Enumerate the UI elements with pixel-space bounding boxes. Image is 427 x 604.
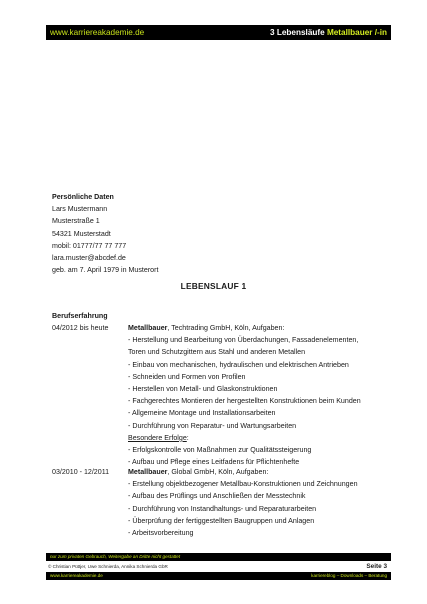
- document-heading: LEBENSLAUF 1: [180, 281, 247, 291]
- personal-email[interactable]: lara.muster@abcdef.de: [52, 254, 126, 263]
- personal-mobile: mobil: 01777/77 77 777: [52, 241, 127, 250]
- task-line: - Einbau von mechanischen, hydraulischen und elektrischen Antrieben: [128, 360, 349, 369]
- entry-date: 04/2012 bis heute: [52, 324, 109, 332]
- success-line: - Aufbau und Pflege eines Leitfadens für Pflichtenhefte: [128, 458, 300, 467]
- task-line: Toren und Schutzgittern aus Stahl und anderen Metallen: [128, 348, 306, 357]
- entry-company: , Global GmbH, Köln, Aufgaben:: [167, 468, 269, 476]
- task-line: - Herstellen von Metall- und Glaskonstruktionen: [128, 385, 278, 394]
- success-line: - Erfolgskontrolle von Maßnahmen zur Qualitätssteigerung: [128, 446, 312, 455]
- success-label: Besondere Erfolge: [128, 433, 187, 442]
- footer-site-link[interactable]: www.karriereakademie.de: [50, 573, 103, 578]
- task-line: - Aufbau des Prüflings und Anschließen der Messtechnik: [128, 492, 306, 501]
- footer-page-number: Seite 3: [366, 563, 387, 570]
- personal-data-title: Persönliche Daten: [52, 193, 114, 201]
- task-line: - Allgemeine Montage und Installationsarbeiten: [128, 409, 276, 418]
- header-title-prefix: 3 Lebensläufe: [270, 28, 327, 37]
- task-line: - Überprüfung der fertiggestellten Baugruppen und Anlagen: [128, 516, 315, 525]
- entry-headline: [128, 466, 408, 478]
- entry-date: 03/2010 - 12/2011: [52, 468, 110, 476]
- header-title-highlight: Metallbauer /-in: [326, 28, 387, 37]
- task-line: - Erstellung objektbezogener Metallbau-Konstruktionen und Zeichnungen: [128, 480, 358, 489]
- task-line: - Fachgerechtes Montieren der hergestellten Konstruktionen beim Kunden: [128, 397, 361, 406]
- header-site-link[interactable]: www.karriereakademie.de: [50, 28, 145, 37]
- entry-headline: [128, 322, 408, 334]
- personal-city: 54321 Musterstadt: [52, 229, 111, 238]
- task-line: - Arbeitsvorbereitung: [128, 529, 194, 538]
- footer-copyright: © Christian Püttjer, Uwe Schnierda, Annika Schnierda GbR: [48, 564, 168, 569]
- task-line: - Schneiden und Formen von Profilen: [128, 372, 246, 381]
- success-heading: [128, 432, 408, 444]
- footer-links-bar: [46, 572, 391, 580]
- entry-position: Metallbauer: [128, 324, 168, 332]
- section-heading-berufserfahrung: Berufserfahrung: [52, 312, 108, 320]
- footer-blog-link[interactable]: karriereblog – Downloads – Beratung: [311, 573, 387, 578]
- footer-info-row: [46, 562, 391, 572]
- personal-street: Musterstraße 1: [52, 217, 100, 226]
- task-line: - Herstellung und Bearbeitung von Überdachungen, Fassadenelementen,: [128, 336, 359, 345]
- personal-data-section: [52, 191, 158, 276]
- footer-notice-bar: nur zum privaten Gebrauch, Weitergabe an Dritte nicht gestattet: [46, 553, 391, 561]
- personal-name: Lars Mustermann: [52, 205, 108, 214]
- personal-birth: geb. am 7. April 1979 in Musterort: [52, 266, 159, 275]
- success-colon: :: [186, 433, 189, 442]
- task-line: - Durchführung von Instandhaltungs- und Reparaturarbeiten: [128, 504, 317, 513]
- header-document-title: [270, 28, 387, 37]
- entry-company: , Techtrading GmbH, Köln, Aufgaben:: [167, 324, 285, 332]
- task-line: - Durchführung von Reparatur- und Wartungsarbeiten: [128, 421, 297, 430]
- entry-content: [128, 466, 408, 539]
- entry-content: [128, 322, 408, 468]
- header-bar: [46, 25, 391, 40]
- entry-position: Metallbauer: [128, 468, 168, 476]
